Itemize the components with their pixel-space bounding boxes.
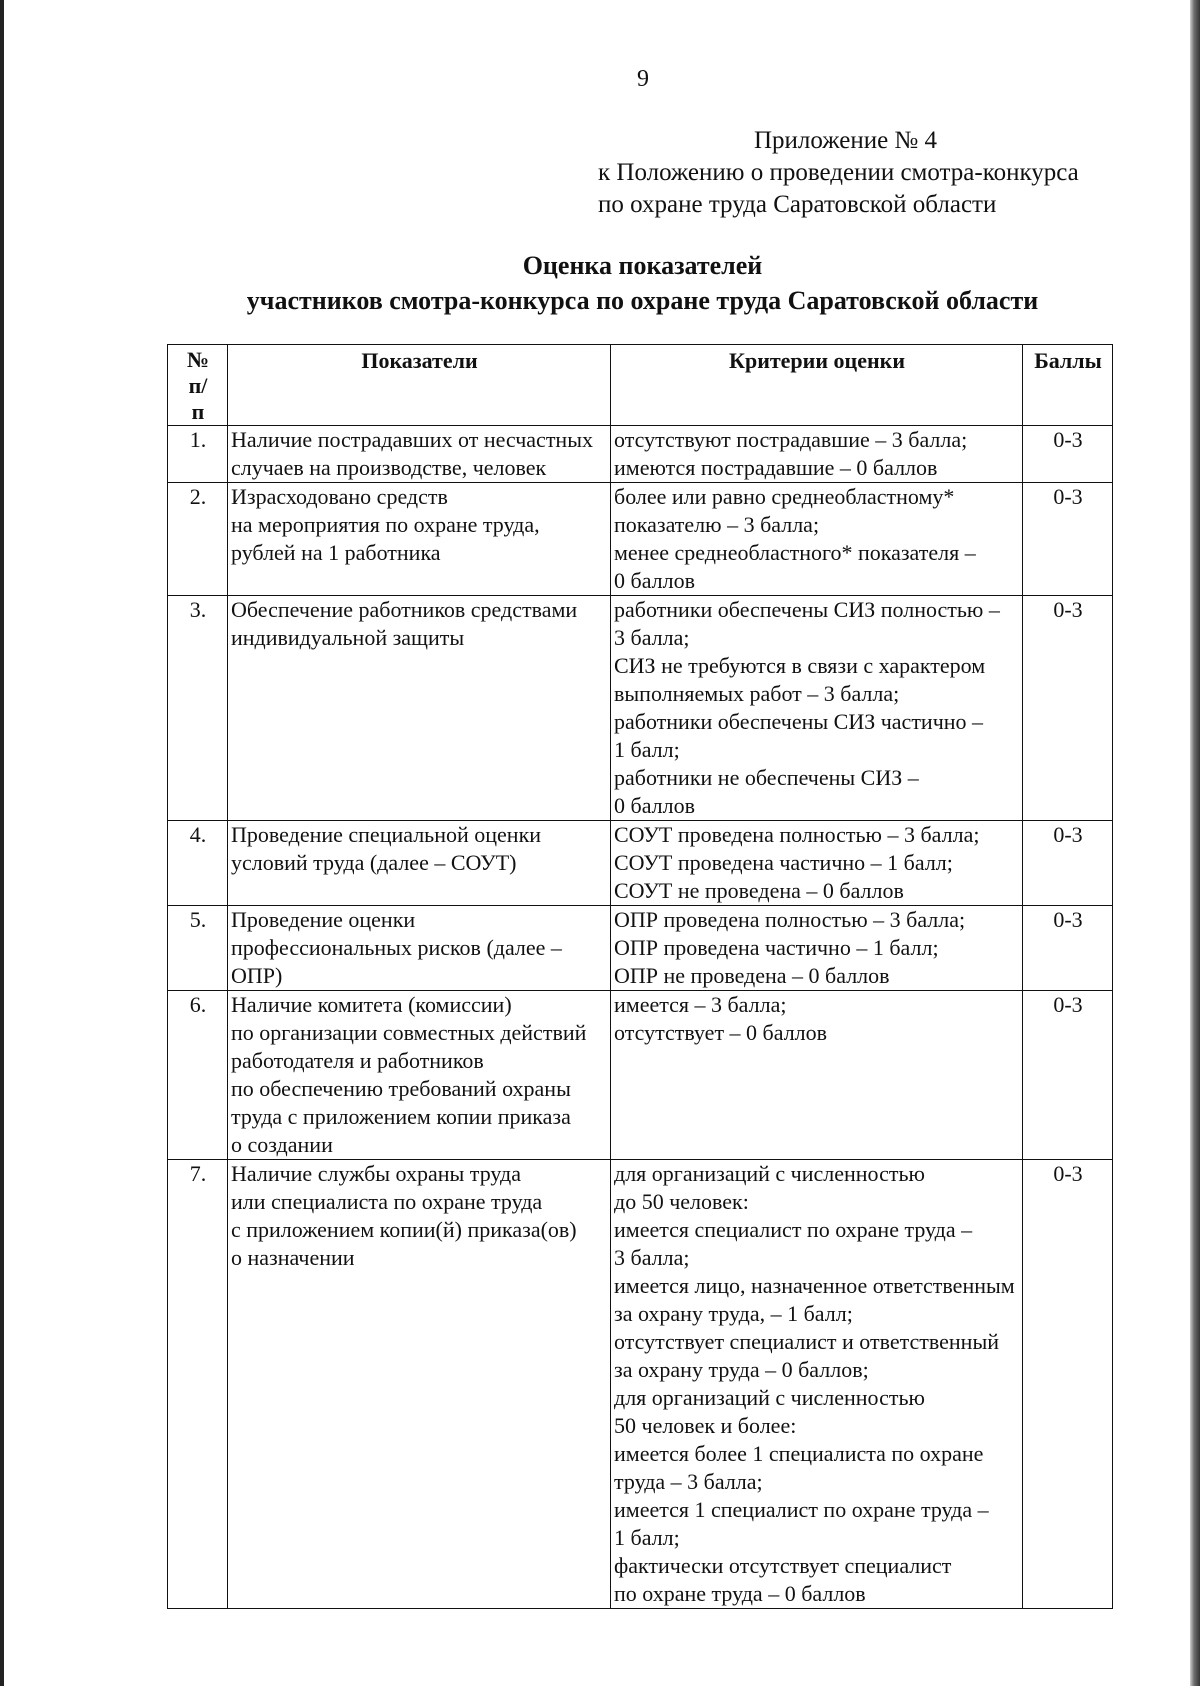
indicator-cell-line: на мероприятия по охране труда, <box>231 512 540 537</box>
criteria-cell-line: 1 балл; <box>614 737 680 762</box>
criteria-cell-line: работники не обеспечены СИЗ – <box>614 765 919 790</box>
indicator-cell-line: труда с приложением копии приказа <box>231 1104 571 1129</box>
table-row <box>168 906 1113 991</box>
table-body <box>168 426 1113 1609</box>
criteria-cell-line: 3 балла; <box>614 1245 690 1270</box>
indicator-cell-line: условий труда (далее – СОУТ) <box>231 850 517 875</box>
indicator-cell-line: профессиональных рисков (далее – <box>231 935 562 960</box>
indicator-cell-line: Обеспечение работников средствами <box>231 597 578 622</box>
indicator-cell-line: работодателя и работников <box>231 1048 484 1073</box>
indicator-cell-line: Наличие комитета (комиссии) <box>231 992 512 1017</box>
criteria-cell-line: менее среднеобластного* показателя – <box>614 540 976 565</box>
score-cell: 0-3 <box>1023 596 1113 821</box>
score-cell: 0-3 <box>1023 821 1113 906</box>
indicator-cell-line: Наличие пострадавших от несчастных <box>231 427 593 452</box>
criteria-cell-line: СИЗ не требуются в связи с характером <box>614 653 986 678</box>
score-cell: 0-3 <box>1023 426 1113 483</box>
criteria-cell-line: отсутствуют пострадавшие – 3 балла; <box>614 427 968 452</box>
indicator-cell-line: с приложением копии(й) приказа(ов) <box>231 1217 577 1242</box>
indicator-cell <box>228 821 611 906</box>
table-row <box>168 991 1113 1160</box>
criteria-cell-line: ОПР проведена полностью – 3 балла; <box>614 907 966 932</box>
indicator-cell-line: индивидуальной защиты <box>231 625 465 650</box>
criteria-cell-line: ОПР не проведена – 0 баллов <box>614 963 890 988</box>
criteria-cell <box>611 1160 1023 1609</box>
criteria-cell-line: более или равно среднеобластному* <box>614 484 955 509</box>
indicator-cell-line: Проведение оценки <box>231 907 416 932</box>
criteria-cell <box>611 906 1023 991</box>
score-cell: 0-3 <box>1023 906 1113 991</box>
criteria-cell-line: 0 баллов <box>614 793 695 818</box>
criteria-cell-line: для организаций с численностью <box>614 1385 925 1410</box>
indicator-cell-line: по обеспечению требований охраны <box>231 1076 571 1101</box>
indicator-cell-line: Проведение специальной оценки <box>231 822 542 847</box>
indicator-cell-line: о создании <box>231 1132 333 1157</box>
row-number: 4. <box>168 821 228 906</box>
criteria-cell-line: имеется специалист по охране труда – <box>614 1217 973 1242</box>
indicator-cell <box>228 596 611 821</box>
criteria-cell-line: 50 человек и более: <box>614 1413 797 1438</box>
criteria-cell-line: за охрану труда, – 1 балл; <box>614 1301 853 1326</box>
indicator-cell-line: ОПР) <box>231 963 283 988</box>
row-number: 3. <box>168 596 228 821</box>
indicator-cell-line: случаев на производстве, человек <box>231 455 547 480</box>
criteria-cell <box>611 426 1023 483</box>
criteria-cell-line: работники обеспечены СИЗ полностью – <box>614 597 1000 622</box>
table-header-row <box>168 345 1113 426</box>
header-criteria: Критерии оценки <box>611 345 1023 426</box>
criteria-cell-line: 1 балл; <box>614 1525 680 1550</box>
criteria-cell <box>611 821 1023 906</box>
scan-edge-right <box>1190 0 1200 1686</box>
indicator-cell <box>228 1160 611 1609</box>
criteria-cell-line: отсутствует – 0 баллов <box>614 1020 828 1045</box>
criteria-cell-line: имеется лицо, назначенное ответственным <box>614 1273 1015 1298</box>
criteria-cell-line: по охране труда – 0 баллов <box>614 1581 866 1606</box>
criteria-cell <box>611 991 1023 1160</box>
score-cell: 0-3 <box>1023 483 1113 596</box>
evaluation-table <box>167 344 1113 1609</box>
criteria-cell <box>611 483 1023 596</box>
indicator-cell-line: Наличие службы охраны труда <box>231 1161 521 1186</box>
criteria-cell-line: 0 баллов <box>614 568 695 593</box>
table-row <box>168 483 1113 596</box>
indicator-cell <box>228 426 611 483</box>
appendix-reference: к Положению о проведении смотра-конкурса <box>598 159 1079 186</box>
row-number: 1. <box>168 426 228 483</box>
criteria-cell-line: СОУТ проведена частично – 1 балл; <box>614 850 953 875</box>
header-score: Баллы <box>1023 345 1113 426</box>
indicator-cell-line: или специалиста по охране труда <box>231 1189 543 1214</box>
criteria-cell-line: СОУТ проведена полностью – 3 балла; <box>614 822 980 847</box>
criteria-cell-line: до 50 человек: <box>614 1189 749 1214</box>
title-line-2: участников смотра-конкурса по охране труда Саратовской области <box>246 286 1039 315</box>
indicator-cell-line: Израсходовано средств <box>231 484 448 509</box>
table-row <box>168 596 1113 821</box>
indicator-cell-line: по организации совместных действий <box>231 1020 587 1045</box>
indicator-cell <box>228 483 611 596</box>
title-line-1: Оценка показателей <box>522 251 763 280</box>
scan-edge-left <box>0 0 4 1686</box>
criteria-cell-line: 3 балла; <box>614 625 690 650</box>
criteria-cell-line: труда – 3 балла; <box>614 1469 763 1494</box>
table-row <box>168 426 1113 483</box>
row-number: 2. <box>168 483 228 596</box>
criteria-cell-line: отсутствует специалист и ответственный <box>614 1329 999 1354</box>
document-title <box>150 248 1135 318</box>
criteria-cell-line: имеется – 3 балла; <box>614 992 787 1017</box>
criteria-cell-line: имеется 1 специалист по охране труда – <box>614 1497 989 1522</box>
criteria-cell-line: ОПР проведена частично – 1 балл; <box>614 935 939 960</box>
row-number: 7. <box>168 1160 228 1609</box>
criteria-cell-line: показателю – 3 балла; <box>614 512 820 537</box>
criteria-cell-line: выполняемых работ – 3 балла; <box>614 681 900 706</box>
row-number: 6. <box>168 991 228 1160</box>
table-row <box>168 821 1113 906</box>
criteria-cell-line: за охрану труда – 0 баллов; <box>614 1357 869 1382</box>
indicator-cell <box>228 991 611 1160</box>
indicator-cell <box>228 906 611 991</box>
criteria-cell-line: для организаций с численностью <box>614 1161 925 1186</box>
criteria-cell-line: СОУТ не проведена – 0 баллов <box>614 878 904 903</box>
score-cell: 0-3 <box>1023 1160 1113 1609</box>
criteria-cell-line: имеется более 1 специалиста по охране <box>614 1441 984 1466</box>
appendix-title: Приложение № 4 <box>754 127 938 154</box>
criteria-cell-line: имеются пострадавшие – 0 баллов <box>614 455 938 480</box>
appendix-block <box>598 125 1118 221</box>
score-cell: 0-3 <box>1023 991 1113 1160</box>
page-number: 9 <box>637 66 649 92</box>
row-number: 5. <box>168 906 228 991</box>
criteria-cell <box>611 596 1023 821</box>
indicator-cell-line: рублей на 1 работника <box>231 540 441 565</box>
indicator-cell-line: о назначении <box>231 1245 355 1270</box>
appendix-subject: по охране труда Саратовской области <box>598 191 997 218</box>
header-indicator: Показатели <box>228 345 611 426</box>
table-row <box>168 1160 1113 1609</box>
header-num: № п/п <box>168 345 228 426</box>
criteria-cell-line: фактически отсутствует специалист <box>614 1553 952 1578</box>
criteria-cell-line: работники обеспечены СИЗ частично – <box>614 709 984 734</box>
